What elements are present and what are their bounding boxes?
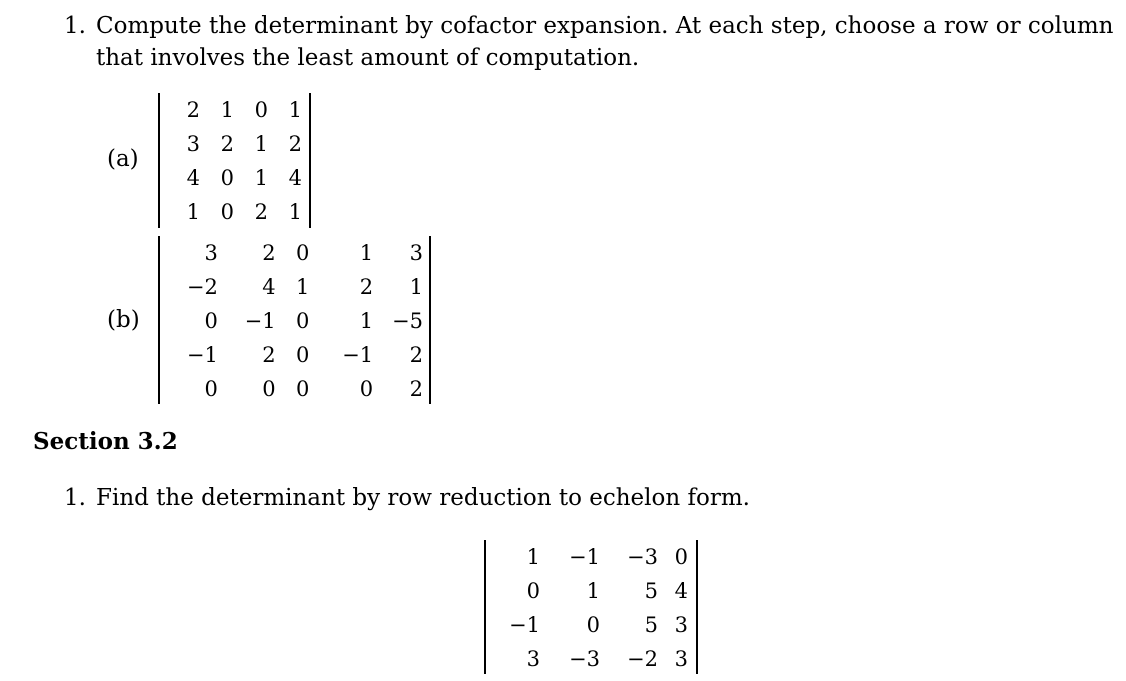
matrix-b-entry: 1 [359,241,374,265]
matrix-b-entry: 1 [359,309,374,333]
part-b-label: (b) [107,307,140,333]
matrix-a-entry: 3 [186,132,200,156]
matrix-c-entry: 0 [674,545,688,569]
matrix-c-entry: 1 [526,545,540,569]
matrix-b-entry: 2 [262,241,276,265]
matrix-a-row [168,195,302,229]
matrix-a-entry: 1 [288,98,302,122]
matrix-a-entry: 2 [254,200,268,224]
matrix-c [484,540,698,674]
matrix-a-entry: 0 [220,200,234,224]
matrix-b-entry: 0 [296,343,310,367]
matrix-b-entry: 0 [296,377,310,401]
matrix-b-entry: 4 [262,275,276,299]
matrix-c-entry: 0 [526,579,540,603]
matrix-a-entry: 4 [288,166,302,190]
matrix-c-entry: 1 [586,579,600,603]
matrix-a-entry: 0 [220,166,234,190]
matrix-c-table [494,540,688,676]
section-heading: Section 3.2 [33,428,178,455]
matrix-c-entry: 0 [586,613,600,637]
matrix-b-entry: 3 [409,241,423,265]
matrix-b-row [166,270,423,304]
matrix-b-entry: 0 [204,377,218,401]
matrix-a-row [168,93,302,127]
matrix-b-entry: 1 [296,275,310,299]
matrix-c-entry: 4 [674,579,688,603]
matrix-b-row [166,304,423,338]
matrix-a-entry: 2 [220,132,234,156]
matrix-c-row [494,574,688,608]
problem-2-text: Find the determinant by row reduction to echelon form. [96,485,750,511]
matrix-b-entry: 1 [409,275,423,299]
matrix-a-entry: 2 [288,132,302,156]
matrix-a-entry: 1 [254,166,268,190]
problem-1-line-2: that involves the least amount of computation. [96,45,640,71]
matrix-b-entry: −2 [186,275,218,299]
matrix-b-row [166,372,423,406]
matrix-a-entry: 4 [186,166,200,190]
problem-2-statement [64,482,750,514]
matrix-b-entry: 2 [409,343,423,367]
matrix-b-entry: −1 [342,343,374,367]
part-a-label: (a) [107,146,139,172]
matrix-a-row [168,127,302,161]
matrix-c-entry: 5 [644,579,658,603]
matrix-b-entry: 0 [359,377,374,401]
matrix-b-entry: 2 [262,343,276,367]
matrix-a-entry: 1 [254,132,268,156]
matrix-c-entry: 3 [674,647,688,671]
matrix-c-entry: 3 [526,647,540,671]
matrix-b-entry: 0 [296,309,310,333]
matrix-c-row [494,608,688,642]
matrix-b [158,236,431,404]
matrix-c-entry: −3 [627,545,658,569]
matrix-b-entry: 3 [204,241,218,265]
matrix-c-row [494,540,688,574]
matrix-b-entry: 2 [359,275,374,299]
matrix-c-entry: −1 [569,545,600,569]
matrix-b-row [166,338,423,372]
matrix-a-table [168,93,302,229]
matrix-b-entry: −1 [244,309,276,333]
matrix-b-entry: 0 [204,309,218,333]
matrix-c-entry: −3 [569,647,600,671]
problem-1-number: 1. [64,13,86,39]
matrix-a-entry: 2 [186,98,200,122]
matrix-a-row [168,161,302,195]
matrix-b-entry: 0 [296,241,310,265]
matrix-b-entry: −5 [392,309,423,333]
matrix-a-entry: 0 [254,98,268,122]
matrix-c-row [494,642,688,676]
matrix-b-table [166,236,423,406]
matrix-a-entry: 1 [220,98,234,122]
matrix-b-entry: −1 [186,343,218,367]
matrix-c-entry: 5 [644,613,658,637]
matrix-b-entry: 2 [409,377,423,401]
matrix-c-entry: 3 [674,613,688,637]
matrix-b-entry: 0 [262,377,276,401]
matrix-a-entry: 1 [186,200,200,224]
problem-1-line-1: Compute the determinant by cofactor expansion. At each step, choose a row or column [96,13,1114,39]
problem-1-statement [64,10,1113,42]
problem-2-number: 1. [64,485,86,511]
matrix-a [158,93,311,228]
matrix-b-row [166,236,423,270]
matrix-c-entry: −1 [509,613,540,637]
matrix-a-entry: 1 [288,200,302,224]
matrix-c-entry: −2 [627,647,658,671]
